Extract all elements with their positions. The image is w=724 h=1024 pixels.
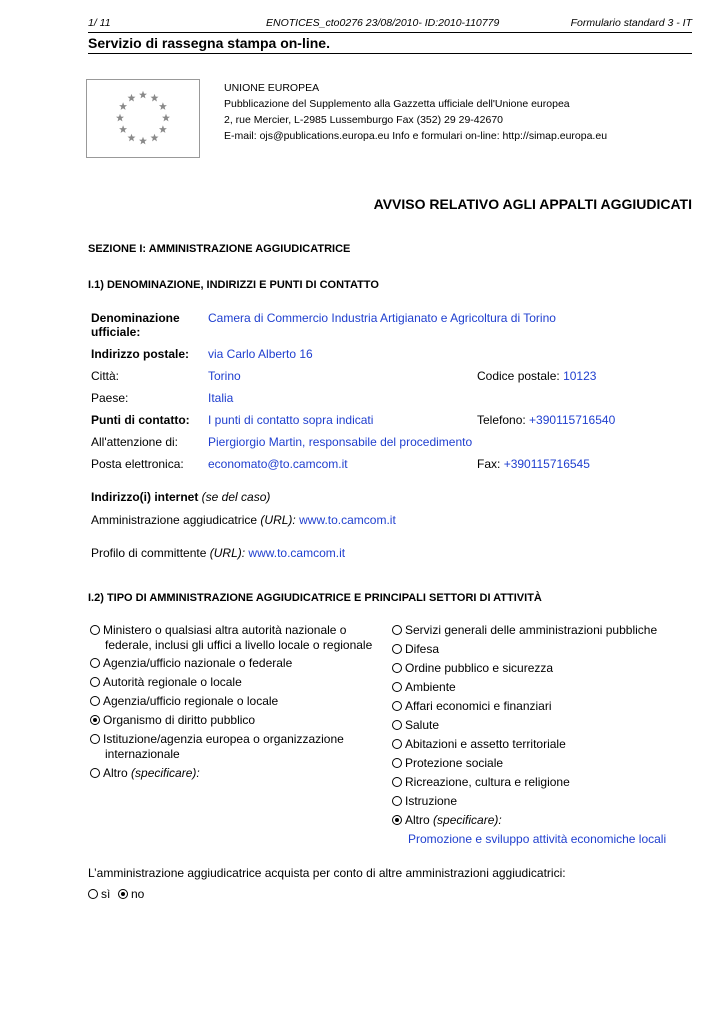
publisher-name: UNIONE EUROPEA (224, 82, 320, 94)
paese-label: Paese: (91, 391, 129, 405)
citta-value: Torino (208, 369, 241, 383)
option-salute[interactable]: Salute (392, 718, 439, 733)
telefono (477, 413, 615, 427)
indirizzo-label: Indirizzo postale: (91, 347, 190, 361)
email-label: Posta elettronica: (91, 457, 184, 471)
internet-label: Indirizzo(i) internet (91, 490, 199, 504)
answer-no[interactable]: no (118, 887, 144, 902)
acquisto-question: L’amministrazione aggiudicatrice acquista per conto di altre amministrazioni aggiudicatrici: (88, 866, 566, 880)
option-protezione-sociale[interactable]: Protezione sociale (392, 756, 503, 771)
radio-salute[interactable] (392, 720, 402, 730)
option-ricreazione[interactable]: Ricreazione, cultura e religione (392, 775, 570, 790)
eu-star-icon (151, 94, 159, 102)
header-divider (88, 32, 692, 33)
eu-star-icon (139, 91, 147, 99)
page-number: 1/ 11 (88, 17, 111, 29)
eu-star-icon (119, 102, 127, 110)
denominazione-value: Camera di Commercio Industria Artigianato e Agricoltura di Torino (208, 311, 556, 325)
radio-si[interactable] (88, 889, 98, 899)
eu-star-icon (139, 137, 147, 145)
eu-star-icon (116, 114, 124, 122)
fax (477, 457, 590, 471)
option-organismo[interactable]: Organismo di diritto pubblico (90, 713, 255, 728)
internet-heading (91, 490, 270, 504)
document-reference: ENOTICES_cto0276 23/08/2010- ID:2010-110779 (266, 17, 500, 29)
section-1-1-title: I.1) DENOMINAZIONE, INDIRIZZI E PUNTI DI CONTATTO (88, 279, 379, 291)
url-note: (URL): (209, 546, 246, 560)
page-header (88, 17, 692, 31)
option-affari-economici[interactable]: Affari economici e finanziari (392, 699, 552, 714)
radio-difesa[interactable] (392, 644, 402, 654)
radio-ministero[interactable] (90, 625, 100, 635)
eu-star-icon (119, 125, 127, 133)
option-istituzione-line2: internazionale (105, 747, 180, 761)
radio-altro-right-selected[interactable] (392, 815, 402, 825)
publisher-address: 2, rue Mercier, L-2985 Lussemburgo Fax (352) 29 29-42670 (224, 114, 503, 126)
answer-si[interactable]: sì (88, 887, 110, 902)
option-agenzia-nazionale[interactable]: Agenzia/ufficio nazionale o federale (90, 656, 292, 671)
amministrazione-url-row (91, 513, 396, 527)
punti-label: Punti di contatto: (91, 413, 190, 427)
option-altro-right[interactable]: Altro (specificare): (392, 813, 502, 828)
fax-value: +390115716545 (503, 457, 590, 471)
form-name: Formulario standard 3 - IT (570, 17, 692, 29)
telefono-value: +390115716540 (529, 413, 616, 427)
eu-star-icon (159, 102, 167, 110)
fax-label: Fax: (477, 457, 501, 471)
eu-star-icon (151, 134, 159, 142)
option-istituzione[interactable]: Istituzione/agenzia europea o organizzazione (90, 732, 344, 747)
radio-istruzione[interactable] (392, 796, 402, 806)
radio-abitazioni[interactable] (392, 739, 402, 749)
notice-title: AVVISO RELATIVO AGLI APPALTI AGGIUDICATI (373, 196, 692, 212)
codice-postale-value: 10123 (563, 369, 597, 383)
telefono-label: Telefono: (477, 413, 526, 427)
radio-agenzia-regionale[interactable] (90, 696, 100, 706)
option-ambiente[interactable]: Ambiente (392, 680, 456, 695)
codice-postale (477, 369, 596, 383)
title-divider (88, 53, 692, 54)
option-ministero[interactable]: Ministero o qualsiasi altra autorità nazionale o (90, 623, 346, 638)
publisher-description: Pubblicazione del Supplemento alla Gazzetta ufficiale dell'Unione europea (224, 98, 570, 110)
codice-postale-label: Codice postale: (477, 369, 560, 383)
section-1-title: SEZIONE I: AMMINISTRAZIONE AGGIUDICATRICE (88, 243, 351, 255)
profilo-label: Profilo di committente (91, 546, 207, 560)
indirizzo-value: via Carlo Alberto 16 (208, 347, 313, 361)
eu-star-icon (128, 94, 136, 102)
altro-value: Promozione e sviluppo attività economiche locali (408, 832, 667, 846)
email-value: economato@to.camcom.it (208, 457, 348, 471)
radio-istituzione[interactable] (90, 734, 100, 744)
option-istruzione[interactable]: Istruzione (392, 794, 457, 809)
profilo-url-row (91, 546, 345, 560)
radio-protezione-sociale[interactable] (392, 758, 402, 768)
option-abitazioni[interactable]: Abitazioni e assetto territoriale (392, 737, 566, 752)
attenzione-value: Piergiorgio Martin, responsabile del procedimento (208, 435, 473, 449)
eu-star-icon (162, 114, 170, 122)
radio-servizi-generali[interactable] (392, 625, 402, 635)
eu-star-icon (128, 134, 136, 142)
eu-flag-logo (86, 79, 200, 158)
paese-value: Italia (208, 391, 234, 405)
section-1-2-title: I.2) TIPO DI AMMINISTRAZIONE AGGIUDICATRICE E PRINCIPALI SETTORI DI ATTIVITÀ (88, 592, 542, 604)
radio-no-selected[interactable] (118, 889, 128, 899)
radio-affari-economici[interactable] (392, 701, 402, 711)
attenzione-label: All'attenzione di: (91, 435, 179, 449)
profilo-url[interactable]: www.to.camcom.it (248, 546, 346, 560)
option-difesa[interactable]: Difesa (392, 642, 439, 657)
option-ordine-pubblico[interactable]: Ordine pubblico e sicurezza (392, 661, 553, 676)
publisher-info (224, 80, 607, 144)
option-servizi-generali[interactable]: Servizi generali delle amministrazioni pubbliche (392, 623, 657, 638)
publisher-contact: E-mail: ojs@publications.europa.eu Info e formulari on-line: http://simap.europa.eu (224, 130, 608, 142)
radio-ambiente[interactable] (392, 682, 402, 692)
option-altro-left[interactable]: Altro (specificare): (90, 766, 200, 781)
internet-note: (se del caso) (201, 490, 271, 504)
radio-agenzia-nazionale[interactable] (90, 658, 100, 668)
citta-label: Città: (91, 369, 120, 383)
punti-value: I punti di contatto sopra indicati (208, 413, 374, 427)
amministrazione-label: Amministrazione aggiudicatrice (91, 513, 258, 527)
radio-ricreazione[interactable] (392, 777, 402, 787)
amministrazione-url[interactable]: www.to.camcom.it (299, 513, 396, 527)
url-note: (URL): (260, 513, 296, 527)
denominazione-label-2: ufficiale: (91, 325, 141, 339)
denominazione-label: Denominazione (91, 311, 180, 325)
radio-organismo-selected[interactable] (90, 715, 100, 725)
eu-star-icon (159, 125, 167, 133)
radio-autorita-regionale[interactable] (90, 677, 100, 687)
radio-altro-left[interactable] (90, 768, 100, 778)
option-agenzia-regionale[interactable]: Agenzia/ufficio regionale o locale (90, 694, 278, 709)
option-autorita-regionale[interactable]: Autorità regionale o locale (90, 675, 242, 690)
service-title: Servizio di rassegna stampa on-line. (88, 35, 330, 51)
radio-ordine-pubblico[interactable] (392, 663, 402, 673)
option-ministero-line2: federale, inclusi gli uffici a livello locale o regionale (105, 638, 373, 652)
